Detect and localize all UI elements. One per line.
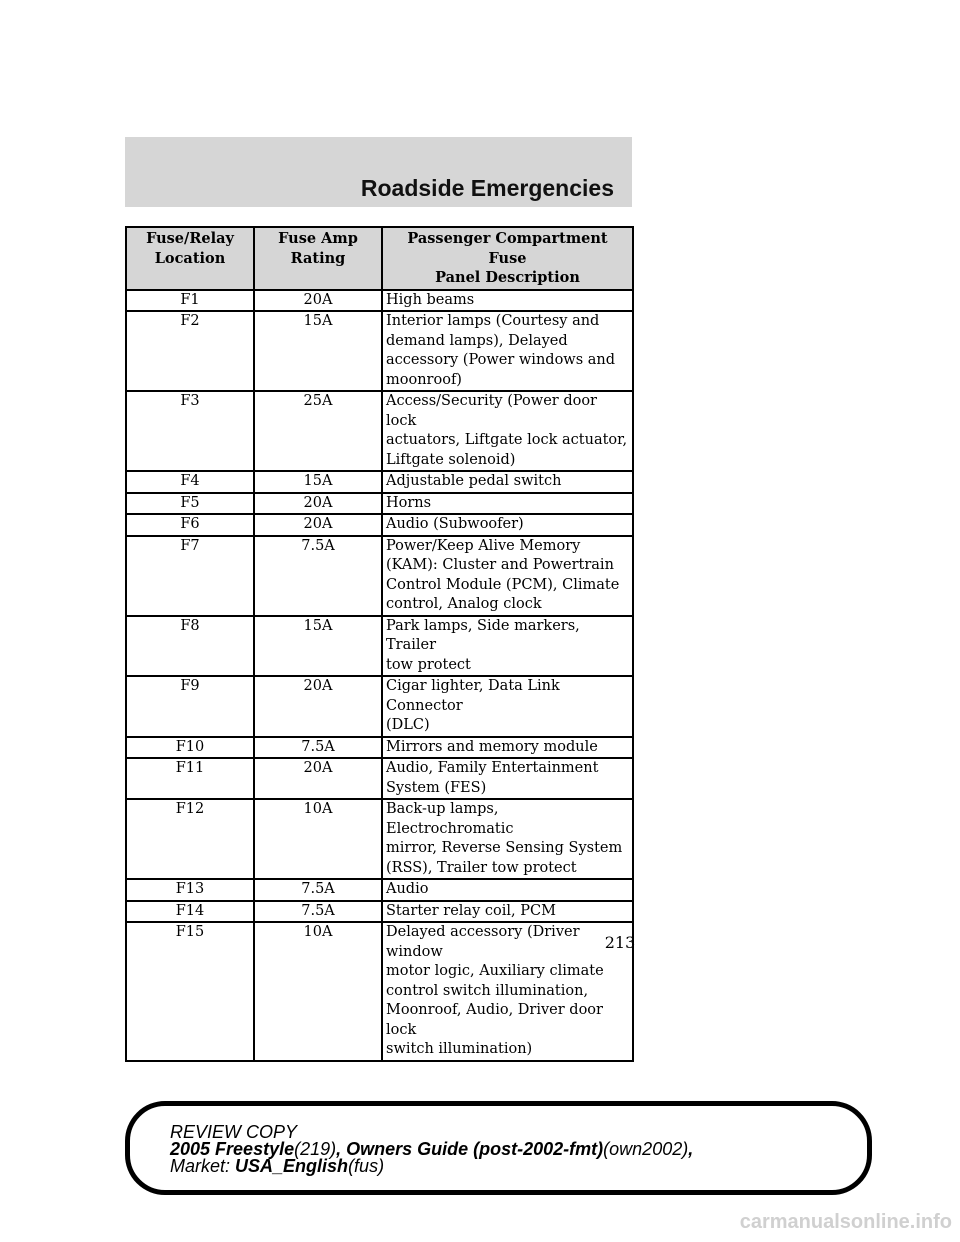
market-line	[170, 1158, 693, 1175]
market-code: (fus)	[348, 1156, 385, 1176]
fuse-rating-cell: 7.5A	[254, 737, 382, 759]
fuse-location-cell: F14	[126, 901, 254, 923]
table-row	[126, 922, 633, 1061]
fuse-description-cell: Adjustable pedal switch	[382, 471, 633, 493]
site-watermark: carmanualsonline.info	[739, 1211, 952, 1233]
fuse-description-cell: Audio	[382, 879, 633, 901]
info-comma: ,	[688, 1139, 694, 1159]
fuse-rating-cell: 20A	[254, 758, 382, 799]
guide-name: , Owners Guide (post-2002-fmt)	[336, 1139, 604, 1159]
table-row	[126, 290, 633, 312]
fuse-location-cell: F4	[126, 471, 254, 493]
fuse-rating-cell: 7.5A	[254, 536, 382, 616]
fuse-table	[125, 226, 634, 1062]
fuse-location-cell: F10	[126, 737, 254, 759]
review-copy-label: REVIEW COPY	[170, 1122, 298, 1142]
fuse-rating-cell: 20A	[254, 493, 382, 515]
section-header-band	[125, 137, 632, 207]
market-label: Market:	[170, 1156, 231, 1176]
fuse-location-cell: F8	[126, 616, 254, 677]
table-row	[126, 737, 633, 759]
fuse-location-cell: F15	[126, 922, 254, 1061]
table-row	[126, 471, 633, 493]
fuse-description-cell: Audio, Family Entertainment System (FES)	[382, 758, 633, 799]
fuse-rating-cell: 10A	[254, 922, 382, 1061]
fuse-location-cell: F12	[126, 799, 254, 879]
review-copy-box	[125, 1101, 872, 1195]
model-code: (219)	[294, 1139, 337, 1159]
review-copy-text	[170, 1124, 693, 1175]
fuse-location-cell: F9	[126, 676, 254, 737]
section-title: Roadside Emergencies	[360, 175, 614, 201]
fuse-description-cell: Park lamps, Side markers, Trailer tow protect	[382, 616, 633, 677]
table-row	[126, 758, 633, 799]
fuse-rating-cell: 15A	[254, 471, 382, 493]
fuse-location-cell: F11	[126, 758, 254, 799]
table-row	[126, 391, 633, 471]
market-name: USA_English	[235, 1156, 349, 1176]
column-header: Passenger Compartment Fuse Panel Description	[382, 227, 633, 290]
fuse-location-cell: F7	[126, 536, 254, 616]
fuse-rating-cell: 7.5A	[254, 901, 382, 923]
fuse-description-cell: Power/Keep Alive Memory (KAM): Cluster and Powertrain Control Module (PCM), Climate control, Analog clock	[382, 536, 633, 616]
fuse-description-cell: Mirrors and memory module	[382, 737, 633, 759]
fuse-description-cell: Back-up lamps, Electrochromatic mirror, Reverse Sensing System (RSS), Trailer tow protect	[382, 799, 633, 879]
fuse-location-cell: F5	[126, 493, 254, 515]
page-number: 213	[604, 933, 636, 952]
fuse-location-cell: F13	[126, 879, 254, 901]
fuse-description-cell: Audio (Subwoofer)	[382, 514, 633, 536]
fuse-location-cell: F1	[126, 290, 254, 312]
table-row	[126, 616, 633, 677]
table-header-row	[126, 227, 633, 290]
fuse-description-cell: Starter relay coil, PCM	[382, 901, 633, 923]
fuse-rating-cell: 15A	[254, 311, 382, 391]
fuse-rating-cell: 20A	[254, 290, 382, 312]
fuse-rating-cell: 20A	[254, 676, 382, 737]
table-row	[126, 493, 633, 515]
fuse-rating-cell: 7.5A	[254, 879, 382, 901]
column-header: Fuse/Relay Location	[126, 227, 254, 290]
model-name: 2005 Freestyle	[170, 1139, 295, 1159]
fuse-table-body	[126, 290, 633, 1061]
guide-code: (own2002)	[603, 1139, 689, 1159]
table-row	[126, 676, 633, 737]
fuse-location-cell: F3	[126, 391, 254, 471]
fuse-description-cell: Access/Security (Power door lock actuators, Liftgate lock actuator, Liftgate solenoid)	[382, 391, 633, 471]
column-header: Fuse Amp Rating	[254, 227, 382, 290]
fuse-location-cell: F6	[126, 514, 254, 536]
fuse-description-cell: High beams	[382, 290, 633, 312]
fuse-description-cell: Horns	[382, 493, 633, 515]
fuse-rating-cell: 10A	[254, 799, 382, 879]
fuse-rating-cell: 25A	[254, 391, 382, 471]
table-row	[126, 536, 633, 616]
fuse-rating-cell: 15A	[254, 616, 382, 677]
table-row	[126, 799, 633, 879]
table-row	[126, 901, 633, 923]
fuse-description-cell: Interior lamps (Courtesy and demand lamps), Delayed accessory (Power windows and moonroof)	[382, 311, 633, 391]
table-row	[126, 879, 633, 901]
table-row	[126, 311, 633, 391]
table-row	[126, 514, 633, 536]
fuse-location-cell: F2	[126, 311, 254, 391]
fuse-description-cell: Cigar lighter, Data Link Connector (DLC)	[382, 676, 633, 737]
fuse-description-cell: Delayed accessory (Driver window motor logic, Auxiliary climate control switch illumination, Moonroof, Audio, Driver door lock switch illumination)	[382, 922, 633, 1061]
fuse-rating-cell: 20A	[254, 514, 382, 536]
